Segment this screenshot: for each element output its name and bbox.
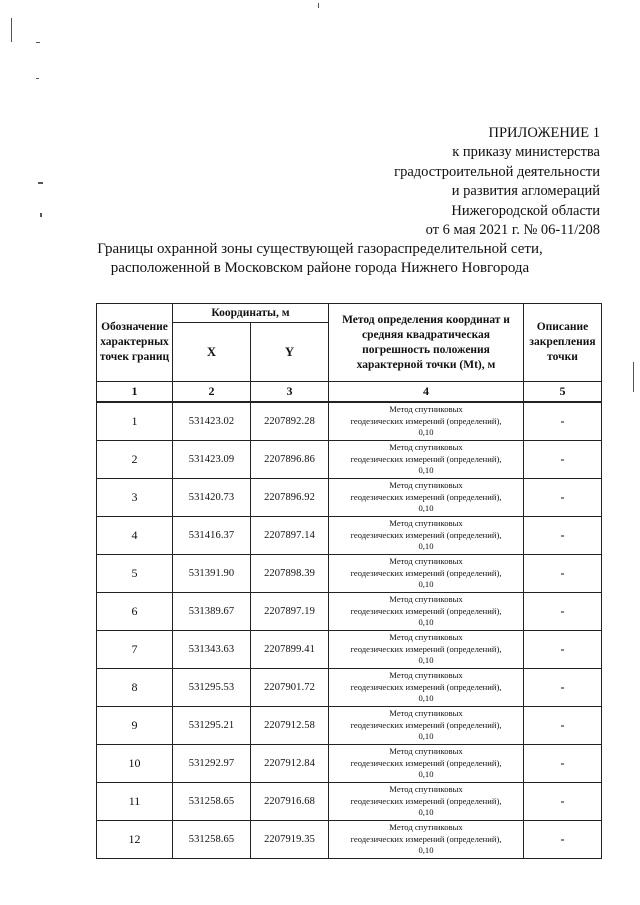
method-line: Метод спутниковых (389, 821, 463, 832)
coordinate-y: 2207897.19 (251, 593, 329, 631)
method-line: геодезических измерений (определений), (350, 643, 502, 654)
point-number: 9 (97, 707, 173, 745)
method-line: геодезических измерений (определений), (350, 567, 502, 578)
scan-mark (318, 3, 319, 8)
method-line: 0,10 (418, 427, 434, 438)
method-line: геодезических измерений (определений), (350, 833, 502, 844)
header-coordinates: Координаты, м (173, 304, 329, 323)
coordinate-x: 531295.53 (173, 669, 251, 707)
description-cell: - (524, 593, 602, 631)
method-line: 0,10 (418, 541, 434, 552)
point-number: 2 (97, 441, 173, 479)
method-line: 0,10 (418, 731, 434, 742)
description-cell: - (524, 669, 602, 707)
coordinate-y: 2207897.14 (251, 517, 329, 555)
coordinate-y: 2207892.28 (251, 402, 329, 441)
method-line: геодезических измерений (определений), (350, 529, 502, 540)
header-description: Описание закрепления точки (524, 304, 602, 382)
method-cell (329, 517, 524, 555)
point-number: 7 (97, 631, 173, 669)
table-row (97, 707, 602, 745)
method-line: 0,10 (418, 769, 434, 780)
description-cell: - (524, 517, 602, 555)
method-line: 0,10 (418, 845, 434, 856)
method-cell (329, 593, 524, 631)
method-line: Метод спутниковых (389, 707, 463, 718)
header-point: Обозначение характерных точек границ (97, 304, 173, 382)
method-line: Метод спутниковых (389, 517, 463, 528)
description-cell: - (524, 783, 602, 821)
document-title-line: расположенной в Московском районе города Нижнего Новгорода (110, 260, 530, 276)
method-line: геодезических измерений (определений), (350, 681, 502, 692)
table-row (97, 783, 602, 821)
coordinate-x: 531420.73 (173, 479, 251, 517)
header-method: Метод определения координат и средняя квадратическая погрешность положения характерной точки (Mt), м (329, 304, 524, 382)
coordinate-y: 2207916.68 (251, 783, 329, 821)
method-cell (329, 555, 524, 593)
method-line: 0,10 (418, 693, 434, 704)
description-cell: - (524, 821, 602, 859)
method-line: Метод спутниковых (389, 441, 463, 452)
method-cell (329, 402, 524, 441)
column-number: 5 (524, 382, 602, 403)
coordinate-y: 2207919.35 (251, 821, 329, 859)
table-row (97, 441, 602, 479)
coordinate-y: 2207899.41 (251, 631, 329, 669)
method-cell (329, 631, 524, 669)
method-line: геодезических измерений (определений), (350, 795, 502, 806)
table-body (97, 402, 602, 859)
column-number: 2 (173, 382, 251, 403)
header-y: Y (251, 323, 329, 382)
appendix-line: Нижегородской области (451, 202, 600, 219)
method-line: Метод спутниковых (389, 745, 463, 756)
method-line: 0,10 (418, 655, 434, 666)
appendix-line: градостроительной деятельности (394, 163, 600, 180)
coordinate-x: 531416.37 (173, 517, 251, 555)
scan-mark (633, 362, 634, 392)
appendix-header (340, 124, 600, 240)
coordinate-y: 2207912.84 (251, 745, 329, 783)
method-line: Метод спутниковых (389, 631, 463, 642)
point-number: 3 (97, 479, 173, 517)
method-line: 0,10 (418, 503, 434, 514)
table-row (97, 745, 602, 783)
scan-mark (38, 182, 43, 184)
table-row (97, 593, 602, 631)
column-number: 1 (97, 382, 173, 403)
method-line: геодезических измерений (определений), (350, 453, 502, 464)
method-line: Метод спутниковых (389, 669, 463, 680)
coordinate-y: 2207896.92 (251, 479, 329, 517)
method-line: Метод спутниковых (389, 555, 463, 566)
method-cell (329, 669, 524, 707)
point-number: 1 (97, 402, 173, 441)
appendix-line: от 6 мая 2021 г. № 06-11/208 (425, 222, 600, 239)
method-cell (329, 479, 524, 517)
method-cell (329, 441, 524, 479)
description-cell: - (524, 555, 602, 593)
point-number: 6 (97, 593, 173, 631)
method-cell (329, 707, 524, 745)
point-number: 11 (97, 783, 173, 821)
method-line: 0,10 (418, 465, 434, 476)
coordinate-y: 2207898.39 (251, 555, 329, 593)
point-number: 4 (97, 517, 173, 555)
description-cell: - (524, 402, 602, 441)
column-number: 3 (251, 382, 329, 403)
scan-mark (36, 42, 40, 43)
method-line: 0,10 (418, 807, 434, 818)
coordinate-x: 531295.21 (173, 707, 251, 745)
method-line: Метод спутниковых (389, 403, 463, 414)
coordinate-y: 2207896.86 (251, 441, 329, 479)
method-line: Метод спутниковых (389, 593, 463, 604)
table-row (97, 821, 602, 859)
appendix-line: к приказу министерства (452, 144, 600, 161)
method-cell (329, 821, 524, 859)
coordinate-x: 531258.65 (173, 821, 251, 859)
column-number: 4 (329, 382, 524, 403)
appendix-line: и развития агломераций (451, 183, 600, 200)
header-x: X (173, 323, 251, 382)
method-cell (329, 783, 524, 821)
coordinate-x: 531292.97 (173, 745, 251, 783)
coordinate-x: 531343.63 (173, 631, 251, 669)
table-row (97, 402, 602, 441)
table-row (97, 669, 602, 707)
description-cell: - (524, 441, 602, 479)
document-title (70, 240, 570, 278)
appendix-title: ПРИЛОЖЕНИЕ 1 (488, 125, 600, 141)
coordinate-x: 531423.02 (173, 402, 251, 441)
point-number: 10 (97, 745, 173, 783)
description-cell: - (524, 707, 602, 745)
table-row (97, 631, 602, 669)
method-cell (329, 745, 524, 783)
description-cell: - (524, 631, 602, 669)
point-number: 12 (97, 821, 173, 859)
method-line: геодезических измерений (определений), (350, 757, 502, 768)
scan-mark (11, 18, 12, 42)
description-cell: - (524, 479, 602, 517)
description-cell: - (524, 745, 602, 783)
method-line: геодезических измерений (определений), (350, 415, 502, 426)
coordinate-x: 531258.65 (173, 783, 251, 821)
method-line: геодезических измерений (определений), (350, 605, 502, 616)
document-title-line: Границы охранной зоны существующей газораспределительной сети, (97, 241, 543, 257)
coordinate-x: 531389.67 (173, 593, 251, 631)
coordinate-y: 2207901.72 (251, 669, 329, 707)
coordinate-x: 531391.90 (173, 555, 251, 593)
method-line: 0,10 (418, 579, 434, 590)
coordinate-x: 531423.09 (173, 441, 251, 479)
method-line: геодезических измерений (определений), (350, 491, 502, 502)
point-number: 5 (97, 555, 173, 593)
method-line: Метод спутниковых (389, 783, 463, 794)
table-row (97, 479, 602, 517)
coordinate-y: 2207912.58 (251, 707, 329, 745)
method-line: геодезических измерений (определений), (350, 719, 502, 730)
method-line: Метод спутниковых (389, 479, 463, 490)
table-row (97, 555, 602, 593)
method-line: 0,10 (418, 617, 434, 628)
scan-mark (40, 213, 42, 217)
point-number: 8 (97, 669, 173, 707)
scan-mark (36, 78, 39, 79)
boundary-points-table (96, 303, 602, 859)
table-row (97, 517, 602, 555)
